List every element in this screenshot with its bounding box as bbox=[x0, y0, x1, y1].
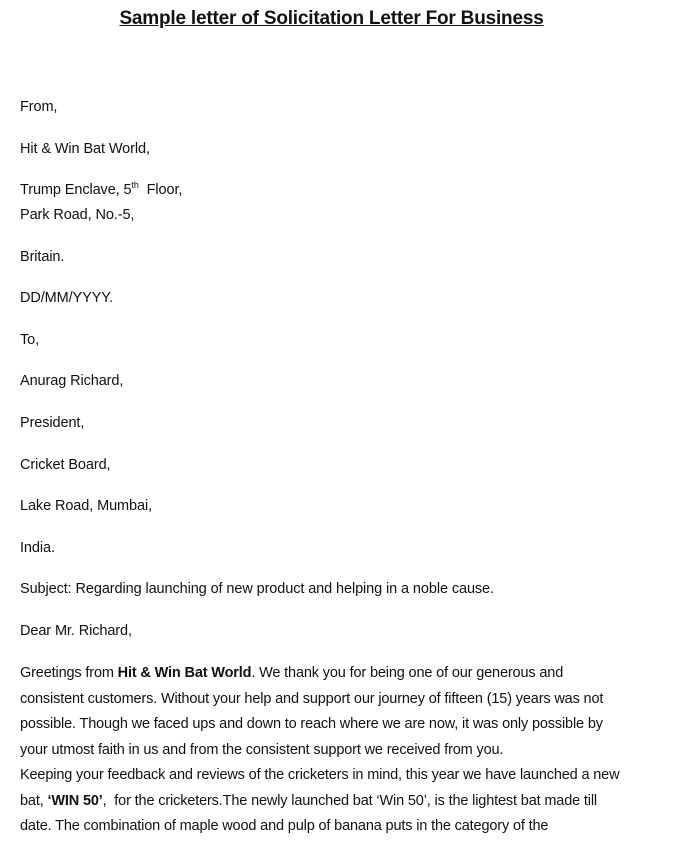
recipient-address: Lake Road, Mumbai, bbox=[20, 498, 152, 514]
body-p1-line4: your utmost faith in us and from the consistent support we received from you. bbox=[20, 741, 504, 758]
p2-post: , for the cricketers.The newly launched bat ‘Win 50’, is the lightest bat made till bbox=[102, 792, 598, 809]
body-p2-line1: Keeping your feedback and reviews of the cricketers in mind, this year we have launched a new bbox=[20, 767, 620, 783]
subject-line: Subject: Regarding launching of new product and helping in a noble cause. bbox=[20, 581, 494, 597]
salutation: Dear Mr. Richard, bbox=[20, 623, 132, 639]
recipient-organization: Cricket Board, bbox=[20, 457, 111, 473]
body-p1-line2: consistent customers. Without your help and support our journey of fifteen (15) years was not bbox=[20, 690, 604, 707]
body-p1-line3: possible. Though we faced ups and down to reach where we are now, it was only possible by bbox=[20, 716, 603, 732]
address-line1-post: Floor, bbox=[138, 182, 183, 198]
body-p2-line2 bbox=[20, 789, 660, 815]
letter-date: DD/MM/YYYY. bbox=[20, 290, 113, 306]
body-p1-line1 bbox=[20, 661, 660, 687]
to-label: To, bbox=[20, 332, 40, 348]
from-label: From, bbox=[20, 99, 58, 115]
sender-address-line2: Park Road, No.-5, bbox=[20, 207, 135, 223]
p1-post: . We thank you for being one of our generous and bbox=[251, 665, 564, 681]
address-line1-pre: Trump Enclave, 5 bbox=[20, 182, 132, 198]
body-paragraph-1 bbox=[20, 661, 660, 763]
sender-company: Hit & Win Bat World, bbox=[20, 141, 150, 157]
recipient-country: India. bbox=[20, 540, 55, 556]
body-p2-line3: date. The combination of maple wood and pulp of banana puts in the category of the bbox=[20, 818, 549, 834]
recipient-title: President, bbox=[20, 415, 85, 431]
recipient-name: Anurag Richard, bbox=[20, 373, 124, 389]
sender-country: Britain. bbox=[20, 249, 65, 265]
body-paragraph-2 bbox=[20, 763, 660, 840]
product-name-bold: ‘WIN 50’ bbox=[47, 792, 103, 809]
p1-pre: Greetings from bbox=[20, 665, 118, 681]
p2-pre: bat, bbox=[20, 792, 48, 809]
document-title: Sample letter of Solicitation Letter For Business bbox=[119, 8, 544, 29]
company-name-bold: Hit & Win Bat World bbox=[117, 665, 252, 681]
sender-address-line1 bbox=[20, 182, 182, 198]
address-line1-sup: th bbox=[131, 180, 139, 190]
